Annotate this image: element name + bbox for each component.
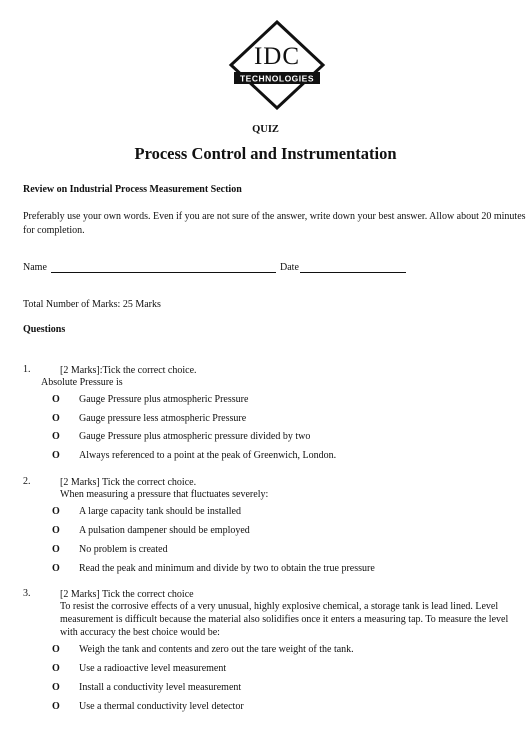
intro-text: Preferably use your own words. Even if you are not sure of the answer, write down your best answer. Allow about 20 minutes for completion.: [23, 211, 526, 236]
option-label: A large capacity tank should be installed: [79, 506, 241, 517]
option-circle[interactable]: O: [52, 431, 60, 442]
option-circle[interactable]: O: [52, 506, 60, 517]
page-title: Process Control and Instrumentation: [134, 144, 397, 163]
option-circle[interactable]: O: [52, 663, 60, 674]
option-label: Gauge pressure less atmospheric Pressure: [79, 413, 247, 424]
option-label: A pulsation dampener should be employed: [79, 525, 250, 536]
option-circle[interactable]: O: [52, 413, 60, 424]
questions-heading: Questions: [23, 324, 66, 335]
question-prompt: [2 Marks] Tick the correct choice.: [60, 477, 197, 488]
option-label: Use a thermal conductivity level detector: [79, 701, 244, 712]
question-number: 3.: [23, 588, 31, 599]
date-field-line[interactable]: [300, 272, 406, 273]
name-label: Name: [23, 262, 47, 273]
question-prompt: [2 Marks] Tick the correct choice: [60, 589, 194, 600]
option-label: Weigh the tank and contents and zero out the tare weight of the tank.: [79, 644, 354, 655]
section-title: Review on Industrial Process Measurement Section: [23, 184, 242, 195]
option-label: Install a conductivity level measurement: [79, 682, 242, 693]
option-circle[interactable]: O: [52, 644, 60, 655]
option-circle[interactable]: O: [52, 544, 60, 555]
total-marks: Total Number of Marks: 25 Marks: [23, 299, 161, 310]
option-label: Gauge Pressure plus atmospheric Pressure: [79, 394, 249, 405]
question-number: 1.: [23, 364, 31, 375]
option-label: Read the peak and minimum and divide by two to obtain the true pressure: [79, 563, 375, 574]
question-stem: To resist the corrosive effects of a very unusual, highly explosive chemical, a storage tank is lead lined. Level measurement is difficult because the material also solidifies once it enters a measuring tap. To measure the level with accuracy the best choice would be:: [60, 601, 509, 638]
logo-subtext: TECHNOLOGIES: [239, 73, 315, 84]
question-number: 2.: [23, 476, 31, 487]
quiz-label: QUIZ: [252, 124, 279, 135]
idc-technologies-logo: [228, 20, 326, 110]
option-circle[interactable]: O: [52, 394, 60, 405]
option-circle[interactable]: O: [52, 701, 60, 712]
option-label: Use a radioactive level measurement: [79, 663, 227, 674]
question-stem: Absolute Pressure is: [41, 377, 123, 388]
option-label: No problem is created: [79, 544, 168, 555]
option-label: Always referenced to a point at the peak of Greenwich, London.: [79, 450, 337, 461]
name-field-line[interactable]: [51, 272, 276, 273]
question-prompt: [2 Marks]:Tick the correct choice.: [60, 365, 197, 376]
option-circle[interactable]: O: [52, 525, 60, 536]
option-label: Gauge Pressure plus atmospheric pressure divided by two: [79, 431, 311, 442]
option-circle[interactable]: O: [52, 682, 60, 693]
date-label: Date: [280, 262, 299, 273]
option-circle[interactable]: O: [52, 563, 60, 574]
option-circle[interactable]: O: [52, 450, 60, 461]
question-stem: When measuring a pressure that fluctuates severely:: [60, 489, 269, 500]
logo-text: IDC: [253, 43, 301, 70]
